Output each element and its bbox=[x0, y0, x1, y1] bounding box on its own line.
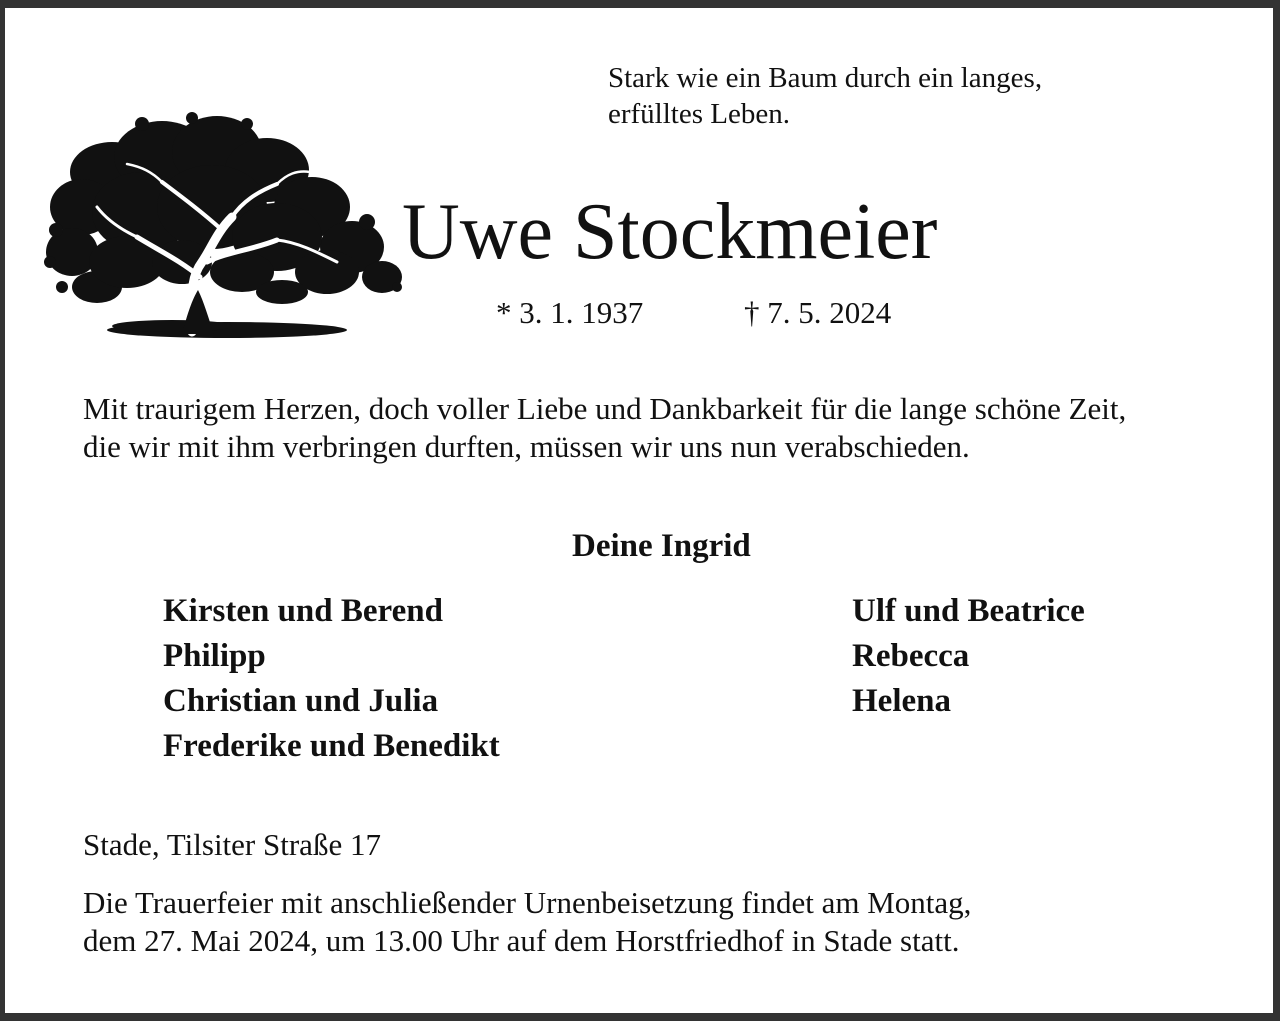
condolence-message bbox=[83, 390, 1233, 466]
motto bbox=[608, 60, 1128, 132]
motto-line-2: erfülltes Leben. bbox=[608, 98, 790, 130]
family-list-left bbox=[163, 589, 500, 769]
family-member: Helena bbox=[852, 683, 951, 719]
family-member: Rebecca bbox=[852, 638, 970, 674]
ceremony-info bbox=[83, 884, 971, 960]
death-date: † 7. 5. 2024 bbox=[744, 295, 892, 330]
ceremony-line-2: dem 27. Mai 2024, um 13.00 Uhr auf dem Horstfriedhof in Stade statt. bbox=[83, 923, 960, 958]
family-member: Ulf und Beatrice bbox=[852, 593, 1085, 629]
family-list-right bbox=[852, 589, 1085, 724]
message-line-1: Mit traurigem Herzen, doch voller Liebe und Dankbarkeit für die lange schöne Zeit, bbox=[83, 391, 1127, 426]
deceased-name: Uwe Stockmeier bbox=[402, 188, 938, 276]
ceremony-line-1: Die Trauerfeier mit anschließender Urnenbeisetzung findet am Montag, bbox=[83, 885, 972, 920]
motto-line-1: Stark wie ein Baum durch ein langes, bbox=[608, 62, 1043, 94]
signature: Deine Ingrid bbox=[572, 528, 751, 564]
family-member: Frederike und Benedikt bbox=[163, 728, 500, 764]
family-member: Philipp bbox=[163, 638, 266, 674]
address: Stade, Tilsiter Straße 17 bbox=[83, 827, 381, 862]
message-line-2: die wir mit ihm verbringen durften, müssen wir uns nun verabschieden. bbox=[83, 429, 970, 464]
birth-date: * 3. 1. 1937 bbox=[496, 295, 644, 330]
family-member: Christian und Julia bbox=[163, 683, 439, 719]
family-member: Kirsten und Berend bbox=[163, 593, 443, 629]
tree-icon bbox=[42, 112, 404, 344]
